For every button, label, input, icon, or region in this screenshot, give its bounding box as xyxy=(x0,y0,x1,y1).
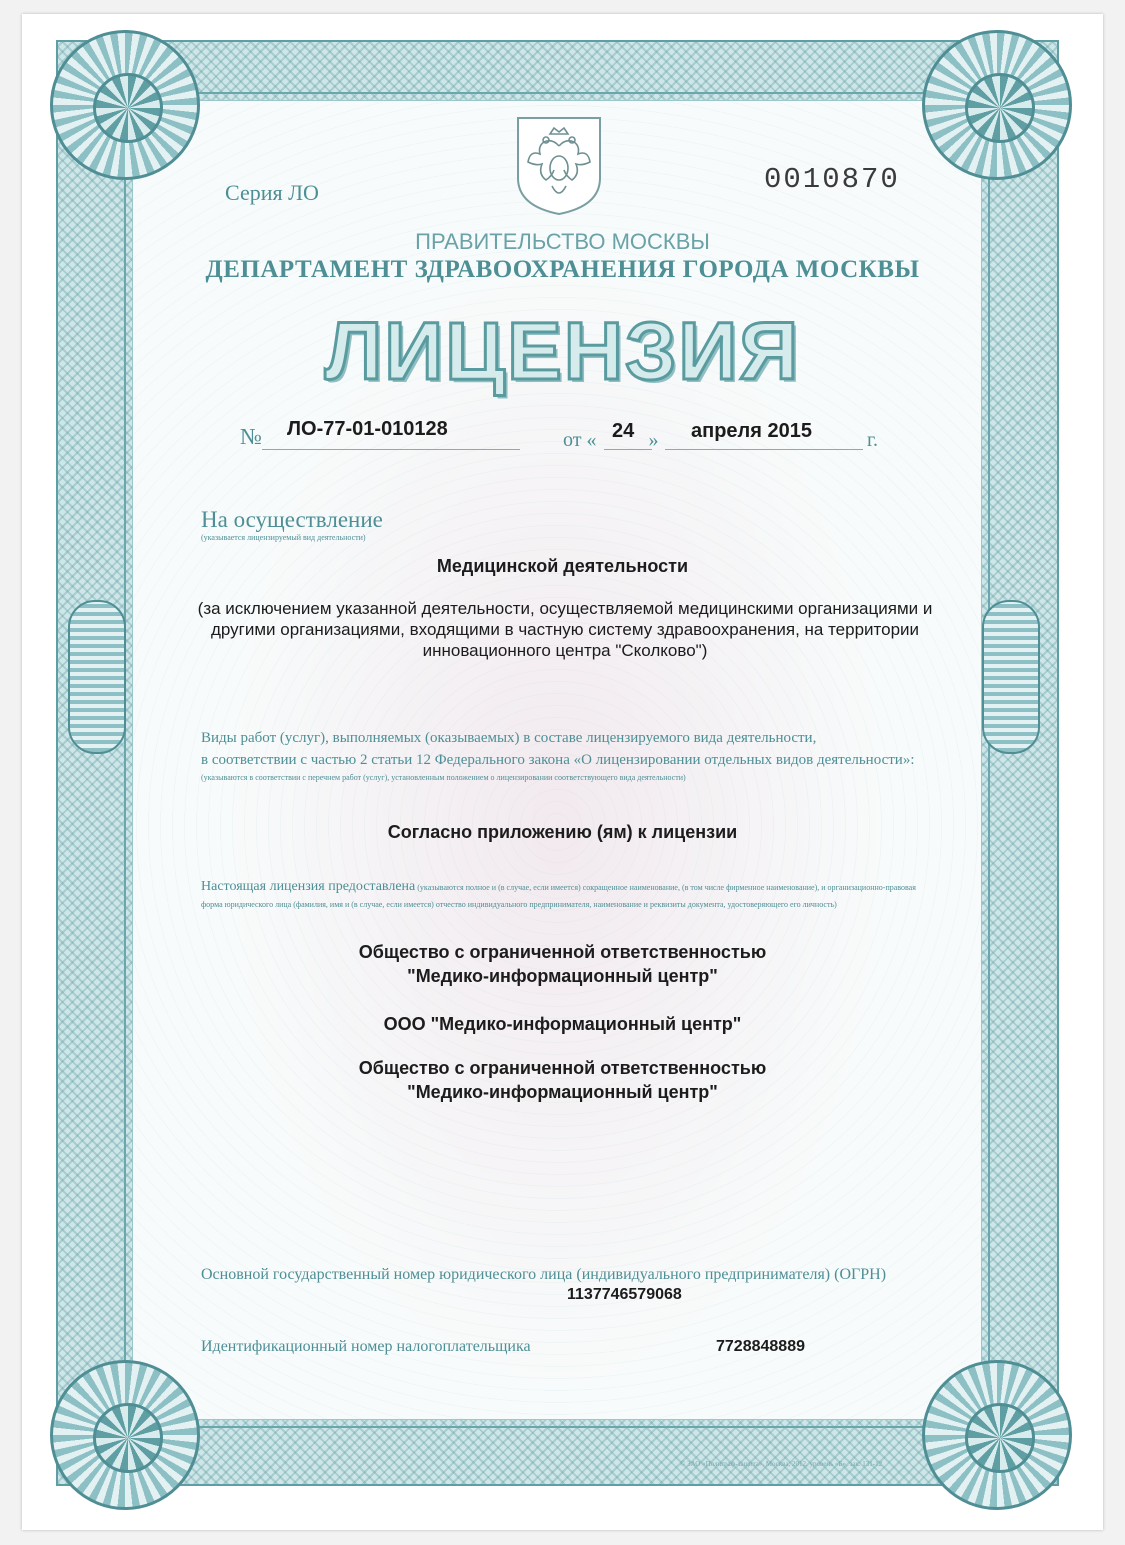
date-from-label: от « » xyxy=(563,429,659,451)
organization-full-name xyxy=(0,940,1125,988)
organization-full-name-line-2: "Медико-информационный центр" xyxy=(407,966,718,986)
inn-label: Идентификационный номер налогоплательщика xyxy=(201,1338,531,1355)
organization-brand-name-line-2: "Медико-информационный центр" xyxy=(407,1082,718,1102)
annex-reference: Согласно приложению (ям) к лицензии xyxy=(387,822,738,842)
day-underline xyxy=(604,449,652,450)
corner-rosette-top-right xyxy=(922,30,1072,180)
works-label-line-2: в соответствии с частью 2 статьи 12 Федерального закона «О лицензировании отдельных видов деятельности»: xyxy=(201,752,915,768)
ogrn-value: 1137746579068 xyxy=(567,1286,682,1303)
organization-brand-name-line-1: Общество с ограниченной ответственностью xyxy=(358,1058,767,1078)
ogrn-label: Основной государственный номер юридического лица (индивидуального предпринимателя) (ОГРН) xyxy=(201,1266,887,1283)
government-heading: ПРАВИТЕЛЬСТВО МОСКВЫ xyxy=(415,229,710,254)
granted-hint: (указываются полное и (в случае, если имеется) сокращенное наименование, (в том числе фирменное наименование), и организационно-правовая форма юридического лица (фамилия, имя и (в случае, если имеется) отчество индивидуального предпринимателя, наименование и реквизиты документа, удостоверяющего его личность) xyxy=(201,883,916,909)
russian-coat-of-arms-icon xyxy=(516,116,602,216)
organization-short-name: ООО "Медико-информационный центр" xyxy=(383,1014,742,1034)
printer-imprint: © ЗАО «Полиграф-защита», Москва, 2012, уровень «Б», зак. 131-12 xyxy=(680,1460,883,1468)
organization-full-name-line-1: Общество с ограниченной ответственностью xyxy=(358,942,767,962)
year-suffix: г. xyxy=(867,429,878,451)
works-label xyxy=(201,727,915,771)
corner-rosette-bottom-left xyxy=(50,1360,200,1510)
activity-hint: (указывается лицензируемый вид деятельности) xyxy=(201,533,366,542)
granted-label: Настоящая лицензия предоставлена xyxy=(201,879,416,894)
corner-rosette-bottom-right xyxy=(922,1360,1072,1510)
month-underline xyxy=(665,449,863,450)
number-label: № xyxy=(240,424,262,449)
activity-label: На осуществление xyxy=(201,507,383,532)
works-label-line-1: Виды работ (услуг), выполняемых (оказываемых) в составе лицензируемого вида деятельности, xyxy=(201,730,817,746)
activity-note: (за исключением указанной деятельности, осуществляемой медицинскими организациями и другими организациями, входящими в частную систему здравоохранения, на территории инновационного центра "Сколково") xyxy=(197,599,933,660)
issue-day: 24 xyxy=(612,420,635,442)
granted-to-block xyxy=(201,878,931,913)
department-heading: ДЕПАРТАМЕНТ ЗДРАВООХРАНЕНИЯ ГОРОДА МОСКВЫ xyxy=(205,256,920,283)
organization-brand-name xyxy=(0,1056,1125,1104)
licensed-activity: Медицинской деятельности xyxy=(436,556,689,576)
number-underline xyxy=(262,449,520,450)
side-ornament-right xyxy=(982,600,1040,754)
side-ornament-left xyxy=(68,600,126,754)
license-number: ЛО-77-01-010128 xyxy=(287,418,448,440)
serial-number: 0010870 xyxy=(764,163,900,196)
works-hint: (указываются в соответствии с перечнем работ (услуг), установленным положением о лицензировании соответствующего вида деятельности) xyxy=(201,773,686,782)
document-title: ЛИЦЕНЗИЯ xyxy=(324,306,801,397)
series-label: Серия ЛО xyxy=(225,180,319,205)
issue-month-year: апреля 2015 xyxy=(691,420,812,442)
corner-rosette-top-left xyxy=(50,30,200,180)
inn-value: 7728848889 xyxy=(716,1338,805,1355)
